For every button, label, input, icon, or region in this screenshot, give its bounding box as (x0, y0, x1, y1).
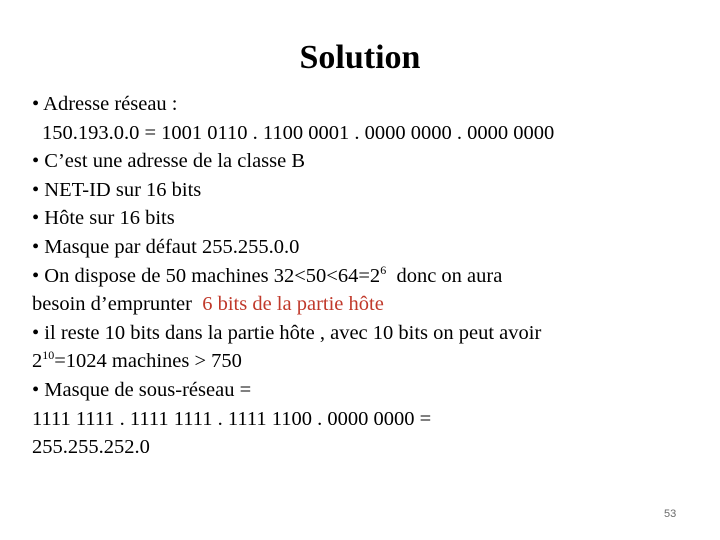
borrow-text: besoin d’emprunter (32, 293, 203, 316)
borrow-highlight: 6 bits de la partie hôte (202, 293, 384, 316)
bullet-subnet-mask: • Masque de sous-réseau = (32, 378, 252, 401)
network-address-binary: 150.193.0.0 = 1001 0110 . 1100 0001 . 0000 0000 . 0000 0000 (42, 121, 555, 144)
machines-text: • On dispose de 50 machines 32<50<64=2 (32, 264, 381, 287)
bullet-network-address: • Adresse réseau : (32, 93, 178, 115)
bullet-host: • Hôte sur 16 bits (32, 207, 175, 230)
machines-exponent: 6 (380, 262, 387, 277)
bullet-machines (32, 262, 702, 291)
subnet-mask-binary: 1111 1111 . 1111 1111 . 1111 1100 . 0000 0000 = (32, 407, 432, 430)
bullet-remaining-bits: • il reste 10 bits dans la partie hôte , avec 10 bits on peut avoir (32, 321, 542, 344)
power-exponent: 10 (42, 348, 55, 363)
slide-body (32, 90, 702, 462)
bullet-default-mask: • Masque par défaut 255.255.0.0 (32, 235, 300, 258)
machines-count-text: =1024 machines > 750 (54, 350, 242, 373)
subnet-mask-decimal: 255.255.252.0 (32, 436, 150, 459)
bullet-class-b: • C’est une adresse de la classe B (32, 150, 306, 173)
power-base: 2 (32, 350, 43, 373)
borrow-line (32, 290, 702, 319)
machines-text-end: donc on aura (386, 264, 503, 287)
bullet-net-id: • NET-ID sur 16 bits (32, 178, 202, 201)
slide-title: Solution (299, 39, 421, 76)
machines-count-line (32, 347, 702, 376)
page-number: 53 (664, 508, 677, 520)
